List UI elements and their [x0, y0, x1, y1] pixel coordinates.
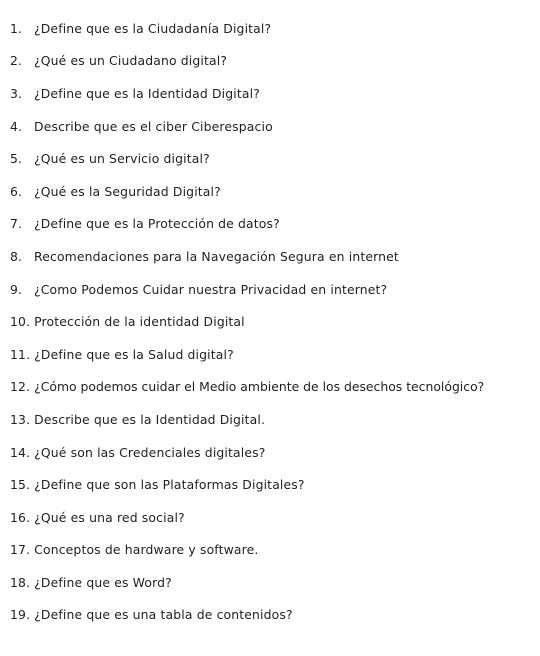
list-item: [10, 501, 538, 534]
item-text: Recomendaciones para la Navegación Segura en internet: [34, 248, 399, 264]
item-text: ¿Qué es un Servicio digital?: [34, 151, 210, 167]
item-text: ¿Define que es Word?: [34, 574, 172, 590]
list-item: [10, 12, 538, 45]
item-number: 4.: [10, 118, 23, 134]
item-text: Describe que es el ciber Ciberespacio: [34, 118, 273, 134]
item-number: 17.: [10, 542, 31, 558]
item-number: 7.: [10, 216, 23, 232]
item-number: 13.: [10, 411, 31, 427]
list-item: [10, 371, 538, 404]
item-number: 9.: [10, 281, 23, 297]
item-number: 15.: [10, 477, 31, 493]
item-number: 8.: [10, 248, 23, 264]
item-number: 1.: [10, 20, 23, 36]
list-item: [10, 599, 538, 632]
list-item: [10, 45, 538, 78]
item-number: 14.: [10, 444, 31, 460]
item-text: ¿Qué son las Credenciales digitales?: [34, 444, 266, 460]
item-number: 5.: [10, 151, 23, 167]
list-item: [10, 436, 538, 469]
list-item: [10, 273, 538, 306]
item-number: 10.: [10, 314, 31, 330]
item-number: 6.: [10, 183, 23, 199]
list-item: [10, 208, 538, 241]
item-number: 12.: [10, 379, 31, 395]
item-text: ¿Define que es la Identidad Digital?: [34, 85, 260, 101]
list-item: [10, 175, 538, 208]
item-number: 16.: [10, 509, 31, 525]
item-text: ¿Define que son las Plataformas Digitales?: [34, 477, 305, 493]
item-number: 11.: [10, 346, 31, 362]
item-text: ¿Como Podemos Cuidar nuestra Privacidad en internet?: [34, 281, 388, 297]
item-text: ¿Cómo podemos cuidar el Medio ambiente de los desechos tecnológico?: [34, 379, 485, 395]
item-text: Protección de la identidad Digital: [34, 314, 245, 330]
item-text: ¿Define que es la Protección de datos?: [34, 216, 280, 232]
list-item: [10, 403, 538, 436]
item-text: Conceptos de hardware y software.: [34, 542, 259, 558]
list-item: [10, 110, 538, 143]
item-number: 19.: [10, 607, 31, 623]
list-item: [10, 338, 538, 371]
item-text: Describe que es la Identidad Digital.: [34, 411, 266, 427]
item-text: ¿Qué es un Ciudadano digital?: [34, 53, 228, 69]
list-item: [10, 77, 538, 110]
item-text: ¿Define que es una tabla de contenidos?: [34, 607, 293, 623]
item-number: 18.: [10, 574, 31, 590]
item-number: 3.: [10, 85, 23, 101]
list-item: [10, 534, 538, 567]
list-item: [10, 566, 538, 599]
list-item: [10, 240, 538, 273]
question-list: [10, 12, 538, 631]
item-text: ¿Qué es la Seguridad Digital?: [34, 183, 221, 199]
item-text: ¿Define que es la Salud digital?: [34, 346, 234, 362]
item-number: 2.: [10, 53, 23, 69]
item-text: ¿Define que es la Ciudadanía Digital?: [34, 20, 272, 36]
list-item: [10, 142, 538, 175]
list-item: [10, 305, 538, 338]
list-item: [10, 468, 538, 501]
item-text: ¿Qué es una red social?: [34, 509, 185, 525]
